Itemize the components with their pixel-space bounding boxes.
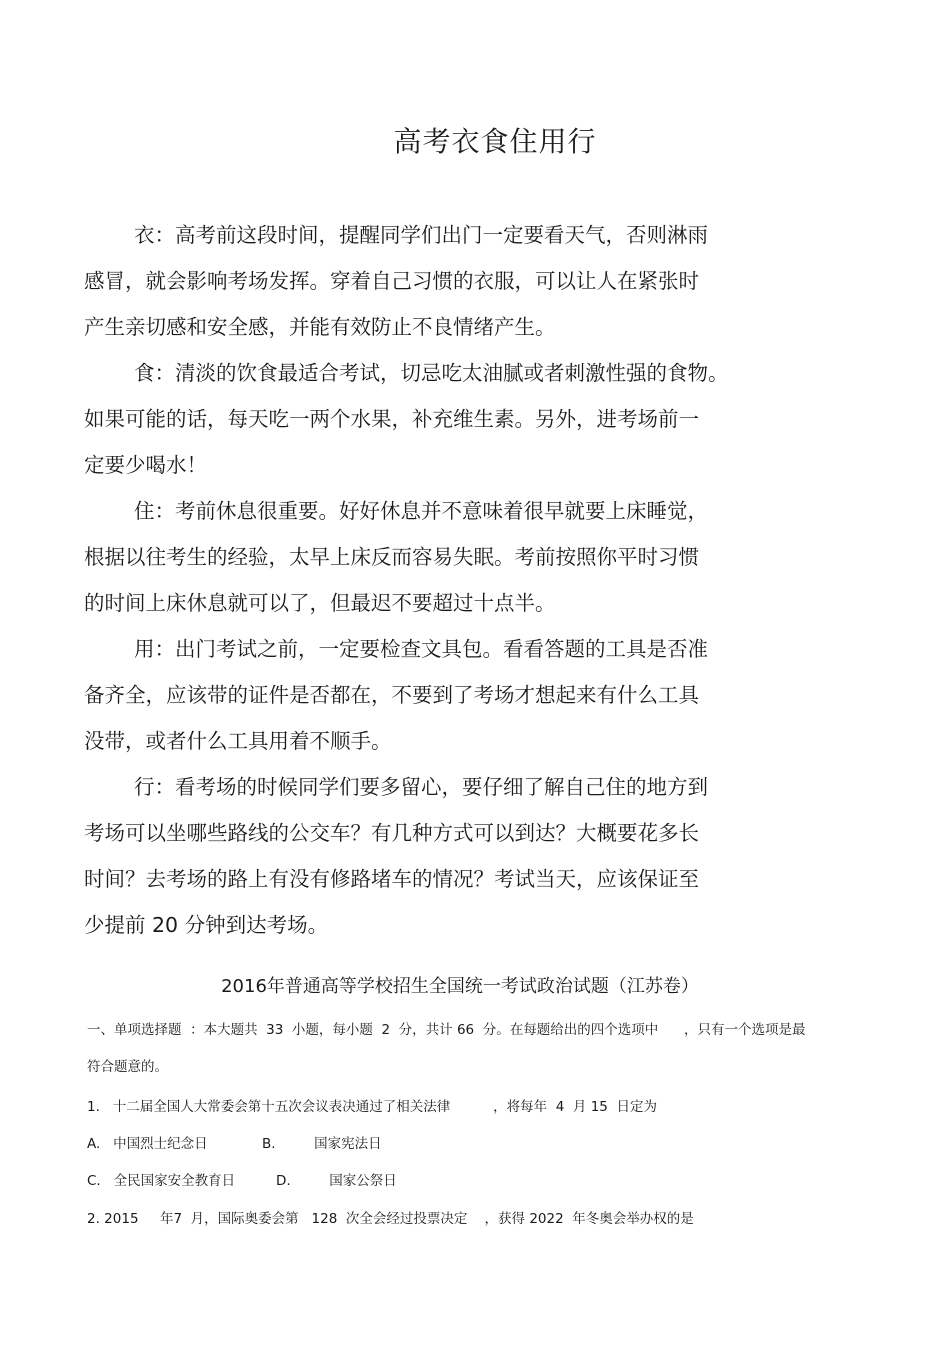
section-instructions: 一、单项选择题 ：本大题共 33 小题，每小题 2 分，共计 66 分。在每题给出的四个选项中 ，只有一个选项是最: [87, 1022, 806, 1038]
essay-body: [84, 212, 794, 948]
essay-line: 住：考前休息很重要。好好休息并不意味着很早就要上床睡觉，: [134, 499, 708, 523]
essay-line: 少提前 20 分钟到达考场。: [84, 913, 329, 937]
essay-line: 产生亲切感和安全感，并能有效防止不良情绪产生。: [84, 315, 556, 339]
exam-title: 2016年普通高等学校招生全国统一考试政治试题（江苏卷）: [221, 976, 699, 997]
essay-line: 食：清淡的饮食最适合考试，切忌吃太油腻或者刺激性强的食物。: [134, 361, 729, 385]
essay-line: 定要少喝水！: [84, 453, 207, 477]
essay-line: 备齐全，应该带的证件是否都在，不要到了考场才想起来有什么工具: [84, 683, 699, 707]
essay-line: 行：看考场的时候同学们要多留心，要仔细了解自己住的地方到: [134, 775, 708, 799]
essay-line: 时间？去考场的路上有没有修路堵车的情况？考试当天，应该保证至: [84, 867, 699, 891]
essay-line: 的时间上床休息就可以了，但最迟不要超过十点半。: [84, 591, 556, 615]
essay-line: 用：出门考试之前，一定要检查文具包。看看答题的工具是否准: [134, 637, 708, 661]
essay-line: 感冒，就会影响考场发挥。穿着自己习惯的衣服，可以让人在紧张时: [84, 269, 699, 293]
question-2: 2. 2015 年7 月，国际奥委会第 128 次全会经过投票决定 ，获得 2022 年冬奥会举办权的是: [87, 1211, 694, 1227]
essay-line: 根据以往考生的经验，太早上床反而容易失眠。考前按照你平时习惯: [84, 545, 699, 569]
question-1-option-d: D. 国家公祭日: [276, 1173, 397, 1189]
question-1-option-c: C. 全民国家安全教育日: [87, 1173, 236, 1189]
page-title: 高考衣食住用行: [393, 125, 597, 158]
question-1-option-b: B. 国家宪法日: [262, 1136, 382, 1152]
essay-line: 衣：高考前这段时间，提醒同学们出门一定要看天气，否则淋雨: [134, 223, 708, 247]
section-instructions-cont: 符合题意的。: [87, 1059, 168, 1075]
essay-line: 如果可能的话，每天吃一两个水果，补充维生素。另外，进考场前一: [84, 407, 699, 431]
question-1: 1. 十二届全国人大常委会第十五次会议表决通过了相关法律 ，将每年 4 月 15 日定为: [87, 1099, 657, 1115]
question-1-option-a: A. 中国烈士纪念日: [87, 1136, 208, 1152]
essay-line: 没带，或者什么工具用着不顺手。: [84, 729, 392, 753]
essay-line: 考场可以坐哪些路线的公交车？有几种方式可以到达？大概要花多长: [84, 821, 699, 845]
